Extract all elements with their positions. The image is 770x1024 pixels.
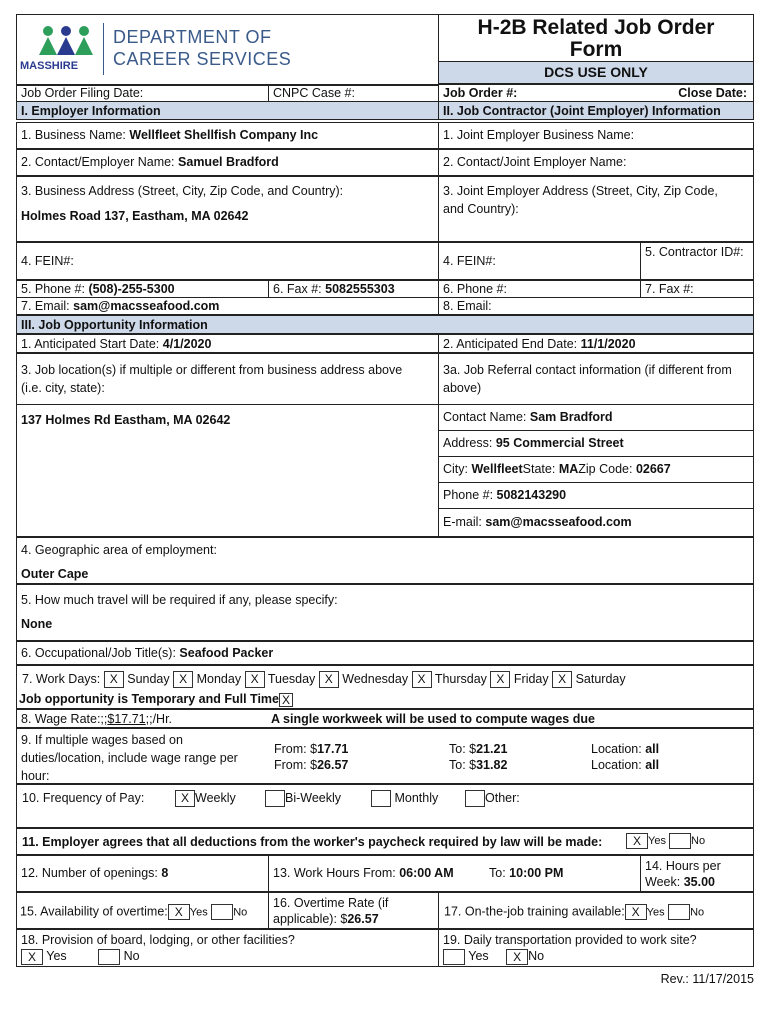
work-days-label: 7. Work Days: — [22, 671, 101, 686]
wage-from-value: 17.71 — [317, 742, 349, 756]
referral-contact-field[interactable] — [438, 404, 754, 431]
dcs-job-order-row — [438, 84, 754, 102]
ojt-no-label: No — [690, 906, 705, 919]
overtime-availability-box — [16, 892, 269, 929]
hours-week-label-1: 14. Hours per — [645, 859, 721, 873]
overtime-yes-checkbox[interactable]: X — [168, 904, 190, 920]
state-label: State: — [522, 462, 556, 476]
logo-divider — [103, 23, 104, 75]
hours-from-value: 06:00 AM — [399, 866, 454, 880]
ojt-yes-checkbox[interactable]: X — [625, 904, 647, 920]
wage-location-1[interactable] — [591, 741, 659, 757]
revision-date: Rev.: 11/17/2015 — [660, 972, 754, 986]
end-date-field[interactable] — [438, 334, 754, 353]
end-date-label: 2. Anticipated End Date: — [443, 337, 578, 351]
single-workweek-text: A single workweek will be used to compute wages due — [271, 712, 595, 726]
employer-fax-value: 5082555303 — [325, 282, 395, 296]
joint-fax-label: 7. Fax #: — [645, 282, 694, 296]
wage-from-label: From: $ — [274, 758, 318, 772]
multi-wage-label-3: hour: — [21, 769, 50, 783]
joint-phone-field[interactable] — [438, 280, 641, 298]
dept-line-2: CAREER SERVICES — [113, 49, 292, 69]
business-name-label: 1. Business Name: — [21, 128, 126, 142]
end-date-value: 11/1/2020 — [580, 337, 636, 351]
hours-per-week-field[interactable] — [640, 855, 754, 892]
wage-range-to-1[interactable] — [449, 741, 507, 757]
referral-label-2: above) — [443, 381, 482, 395]
monthly-checkbox[interactable] — [371, 790, 391, 807]
overtime-rate-label-2: applicable): $ — [273, 912, 348, 926]
geo-value: Outer Cape — [21, 567, 89, 581]
referral-phone-value: 5082143290 — [496, 488, 567, 502]
employer-fax-field[interactable] — [268, 280, 439, 298]
thursday-checkbox[interactable]: X — [412, 671, 432, 688]
joint-phone-label: 6. Phone #: — [443, 282, 507, 296]
travel-value: None — [21, 617, 53, 631]
contact-name-field[interactable] — [16, 149, 439, 176]
job-location-value: 137 Holmes Rd Eastham, MA 02642 — [21, 413, 231, 427]
monthly-label: Monthly — [394, 790, 439, 805]
joint-address-field[interactable] — [438, 176, 754, 242]
address-label: 3. Business Address (Street, City, Zip Code, and Country): — [21, 184, 344, 198]
deductions-box — [16, 828, 754, 855]
board-lodging-box — [16, 929, 439, 967]
transport-box — [438, 929, 754, 967]
pay-weekly — [175, 790, 236, 807]
employer-fein-label: 4. FEIN#: — [21, 254, 74, 268]
temp-full-checkbox[interactable]: X — [279, 693, 293, 707]
section-employer: I. Employer Information — [16, 101, 439, 120]
deductions-options — [626, 833, 705, 849]
start-date-field[interactable] — [16, 334, 439, 353]
wage-location-value: all — [645, 758, 660, 772]
board-no-checkbox[interactable] — [98, 949, 120, 965]
business-address-field[interactable] — [16, 176, 439, 242]
dept-line-1: DEPARTMENT OF — [113, 27, 272, 47]
job-location-field[interactable] — [16, 404, 439, 537]
employer-fein-field[interactable] — [16, 242, 439, 280]
tuesday-label: Tuesday — [267, 671, 316, 686]
openings-field[interactable] — [16, 855, 269, 892]
contractor-id-field[interactable] — [640, 242, 754, 280]
contractor-id-label: 5. Contractor ID#: — [645, 245, 744, 259]
contact-value: Samuel Bradford — [178, 155, 279, 169]
referral-contact-label: Contact Name: — [443, 410, 527, 424]
pay-biweekly — [265, 790, 341, 807]
joint-email-label: 8. Email: — [443, 299, 492, 313]
overtime-no-checkbox[interactable] — [211, 904, 233, 920]
board-label: 18. Provision of board, lodging, or other facilities? — [21, 933, 295, 947]
start-date-value: 4/1/2020 — [162, 337, 212, 351]
geographic-area-field[interactable] — [16, 537, 754, 584]
monday-checkbox[interactable]: X — [173, 671, 193, 688]
employer-phone-value: (508)-255-5300 — [88, 282, 175, 296]
business-name-field[interactable] — [16, 122, 439, 149]
hours-to-label: To: — [489, 866, 506, 880]
work-days-box — [16, 665, 754, 709]
geo-label: 4. Geographic area of employment: — [21, 543, 217, 557]
joint-contact-field[interactable] — [438, 149, 754, 176]
joint-fax-field[interactable] — [640, 280, 754, 298]
saturday-checkbox[interactable]: X — [552, 671, 572, 688]
address-value: Holmes Road 137, Eastham, MA 02642 — [21, 209, 249, 223]
friday-checkbox[interactable]: X — [490, 671, 510, 688]
overtime-row — [20, 904, 247, 920]
transport-no-checkbox[interactable]: X — [506, 949, 528, 965]
state-value: MA — [558, 462, 579, 476]
temp-full-label: Job opportunity is Temporary and Full Time — [19, 692, 279, 706]
friday-label: Friday — [513, 671, 549, 686]
multi-wage-label-2: duties/location, include wage range per — [21, 751, 238, 765]
filing-date-label: Job Order Filing Date: — [21, 86, 144, 100]
multi-wage-label-1: 9. If multiple wages based on — [21, 733, 183, 747]
biweekly-label: Bi-Weekly — [285, 790, 342, 805]
sunday-label: Sunday — [127, 671, 170, 686]
wage-range-to-2[interactable] — [449, 757, 507, 773]
job-order-label: Job Order #: — [443, 86, 518, 100]
referral-address-label: Address: — [443, 436, 493, 450]
wage-location-value: all — [645, 742, 660, 756]
wage-from-value: 26.57 — [317, 758, 349, 772]
city-value: Wellfleet — [471, 462, 523, 476]
other-label: Other: — [485, 790, 520, 805]
title-line-2: Form — [569, 38, 623, 61]
overtime-yes-label: Yes — [189, 906, 208, 919]
filing-date-field[interactable] — [16, 84, 269, 102]
thursday-label: Thursday — [434, 671, 487, 686]
job-location-label-box — [16, 353, 439, 405]
wage-location-label: Location: — [591, 742, 642, 756]
openings-value: 8 — [161, 866, 169, 880]
dcs-use-only: DCS USE ONLY — [438, 61, 754, 84]
pay-monthly — [371, 790, 438, 807]
business-name-value: Wellfleet Shellfish Company Inc — [129, 128, 319, 142]
joint-email-field[interactable] — [438, 297, 754, 315]
joint-business-name-field[interactable] — [438, 122, 754, 149]
wage-to-value: 21.21 — [476, 742, 508, 756]
wednesday-label: Wednesday — [342, 671, 409, 686]
work-hours-field[interactable] — [268, 855, 641, 892]
wage-to-label: To: $ — [449, 742, 477, 756]
masshire-logo-icon — [37, 25, 95, 57]
wage-location-2[interactable] — [591, 757, 659, 773]
sunday-checkbox[interactable]: X — [104, 671, 124, 688]
job-title-field[interactable] — [16, 641, 754, 665]
wage-to-value: 31.82 — [476, 758, 508, 772]
cnpc-case-field[interactable] — [268, 84, 439, 102]
wage-to-label: To: $ — [449, 758, 477, 772]
joint-business-name-label: 1. Joint Employer Business Name: — [443, 128, 635, 142]
overtime-rate-value: 26.57 — [347, 912, 379, 926]
employer-email-field[interactable] — [16, 297, 439, 315]
hours-week-value: 35.00 — [683, 875, 715, 889]
wage-location-label: Location: — [591, 758, 642, 772]
zip-value: 02667 — [635, 462, 671, 476]
referral-phone-field[interactable] — [438, 482, 754, 509]
section-contractor: II. Job Contractor (Joint Employer) Information — [438, 101, 754, 120]
board-no-label: No — [123, 949, 140, 963]
wage-rate-suffix: ;;/Hr. — [145, 712, 173, 726]
overtime-label: 15. Availability of overtime: — [20, 904, 168, 919]
hours-to-value: 10:00 PM — [509, 866, 564, 880]
referral-phone-label: Phone #: — [443, 488, 494, 502]
joint-address-label-2: and Country): — [443, 202, 519, 216]
employer-email-label: 7. Email: — [21, 299, 70, 313]
ojt-no-checkbox[interactable] — [668, 904, 690, 920]
referral-label-1: 3a. Job Referral contact information (if different from — [443, 363, 732, 377]
transport-no-label: No — [528, 949, 545, 963]
ojt-label: 17. On-the-job training available: — [444, 904, 625, 919]
wage-range-row-2[interactable] — [274, 757, 348, 773]
joint-fein-label: 4. FEIN#: — [443, 254, 496, 268]
other-checkbox[interactable] — [465, 790, 485, 807]
zip-label: Zip Code: — [578, 462, 633, 476]
pay-other — [465, 790, 520, 807]
multiple-wages-box — [16, 728, 754, 784]
referral-address-value: 95 Commercial Street — [495, 436, 624, 450]
wage-rate-label: 8. Wage Rate:;; — [21, 712, 108, 726]
joint-address-label-1: 3. Joint Employer Address (Street, City, Zip Code, — [443, 184, 718, 198]
transport-label: 19. Daily transportation provided to work site? — [443, 933, 697, 947]
biweekly-checkbox[interactable] — [265, 790, 285, 807]
employer-phone-label: 5. Phone #: — [21, 282, 85, 296]
wage-rate-field[interactable] — [16, 709, 754, 728]
section-job: III. Job Opportunity Information — [16, 315, 754, 334]
board-yes-checkbox[interactable]: X — [21, 949, 43, 965]
deductions-no-checkbox[interactable] — [669, 833, 691, 849]
overtime-rate-label-1: 16. Overtime Rate (if — [273, 896, 389, 910]
deductions-text: 11. Employer agrees that all deductions from the worker's paycheck required by law will be made: — [22, 835, 603, 849]
job-title-value: Seafood Packer — [179, 646, 274, 660]
joint-contact-label: 2. Contact/Joint Employer Name: — [443, 155, 627, 169]
employer-fax-label: 6. Fax #: — [273, 282, 322, 296]
employer-phone-field[interactable] — [16, 280, 269, 298]
transport-yes-checkbox[interactable] — [443, 949, 465, 965]
logo-box — [16, 14, 439, 86]
openings-label: 12. Number of openings: — [21, 866, 158, 880]
referral-contact-value: Sam Bradford — [529, 410, 613, 424]
saturday-label: Saturday — [575, 671, 626, 686]
wage-rate-value: $17.71 — [107, 712, 146, 726]
hours-week-label-2: Week: — [645, 875, 681, 889]
wage-from-label: From: $ — [274, 742, 318, 756]
referral-address-field[interactable] — [438, 430, 754, 457]
employer-email-value: sam@macsseafood.com — [73, 299, 220, 313]
referral-email-value: sam@macsseafood.com — [485, 515, 632, 529]
weekly-checkbox[interactable]: X — [175, 790, 195, 807]
tuesday-checkbox[interactable]: X — [245, 671, 265, 688]
wednesday-checkbox[interactable]: X — [319, 671, 339, 688]
joint-fein-field[interactable] — [438, 242, 641, 280]
board-yes-label: Yes — [46, 949, 67, 963]
travel-field[interactable] — [16, 584, 754, 641]
cnpc-label: CNPC Case #: — [273, 86, 355, 100]
deductions-yes-checkbox[interactable]: X — [626, 833, 648, 849]
city-label: City: — [443, 462, 468, 476]
overtime-no-label: No — [233, 906, 248, 919]
start-date-label: 1. Anticipated Start Date: — [21, 337, 160, 351]
ojt-yes-label: Yes — [646, 906, 665, 919]
ojt-box — [438, 892, 754, 929]
form-title — [438, 14, 754, 62]
hours-from-label: 13. Work Hours From: — [273, 866, 396, 880]
referral-email-label: E-mail: — [443, 515, 482, 529]
referral-label-box — [438, 353, 754, 405]
close-date-label: Close Date: — [678, 86, 747, 100]
deductions-no-label: No — [691, 834, 706, 847]
temp-full-row — [19, 692, 293, 707]
transport-yes-label: Yes — [468, 949, 489, 963]
weekly-label: Weekly — [195, 790, 236, 805]
masshire-brand: MASSHIRE — [20, 60, 79, 72]
title-line-1: H-2B Related Job Order — [477, 16, 715, 39]
pay-frequency-label: 10. Frequency of Pay: — [22, 791, 145, 805]
job-title-label: 6. Occupational/Job Title(s): — [21, 646, 176, 660]
contact-label: 2. Contact/Employer Name: — [21, 155, 175, 169]
job-location-label-2: (i.e. city, state): — [21, 381, 105, 395]
wage-range-row-1[interactable] — [274, 741, 348, 757]
work-days-row — [22, 671, 626, 688]
referral-email-field[interactable] — [438, 508, 754, 537]
deductions-yes-label: Yes — [648, 834, 666, 847]
referral-city-field[interactable] — [438, 456, 754, 483]
ojt-row — [444, 904, 704, 920]
overtime-rate-field[interactable] — [268, 892, 439, 929]
job-location-label-1: 3. Job location(s) if multiple or different from business address above — [21, 363, 403, 377]
pay-frequency-box — [16, 784, 754, 828]
monday-label: Monday — [196, 671, 242, 686]
travel-label: 5. How much travel will be required if any, please specify: — [21, 593, 338, 607]
